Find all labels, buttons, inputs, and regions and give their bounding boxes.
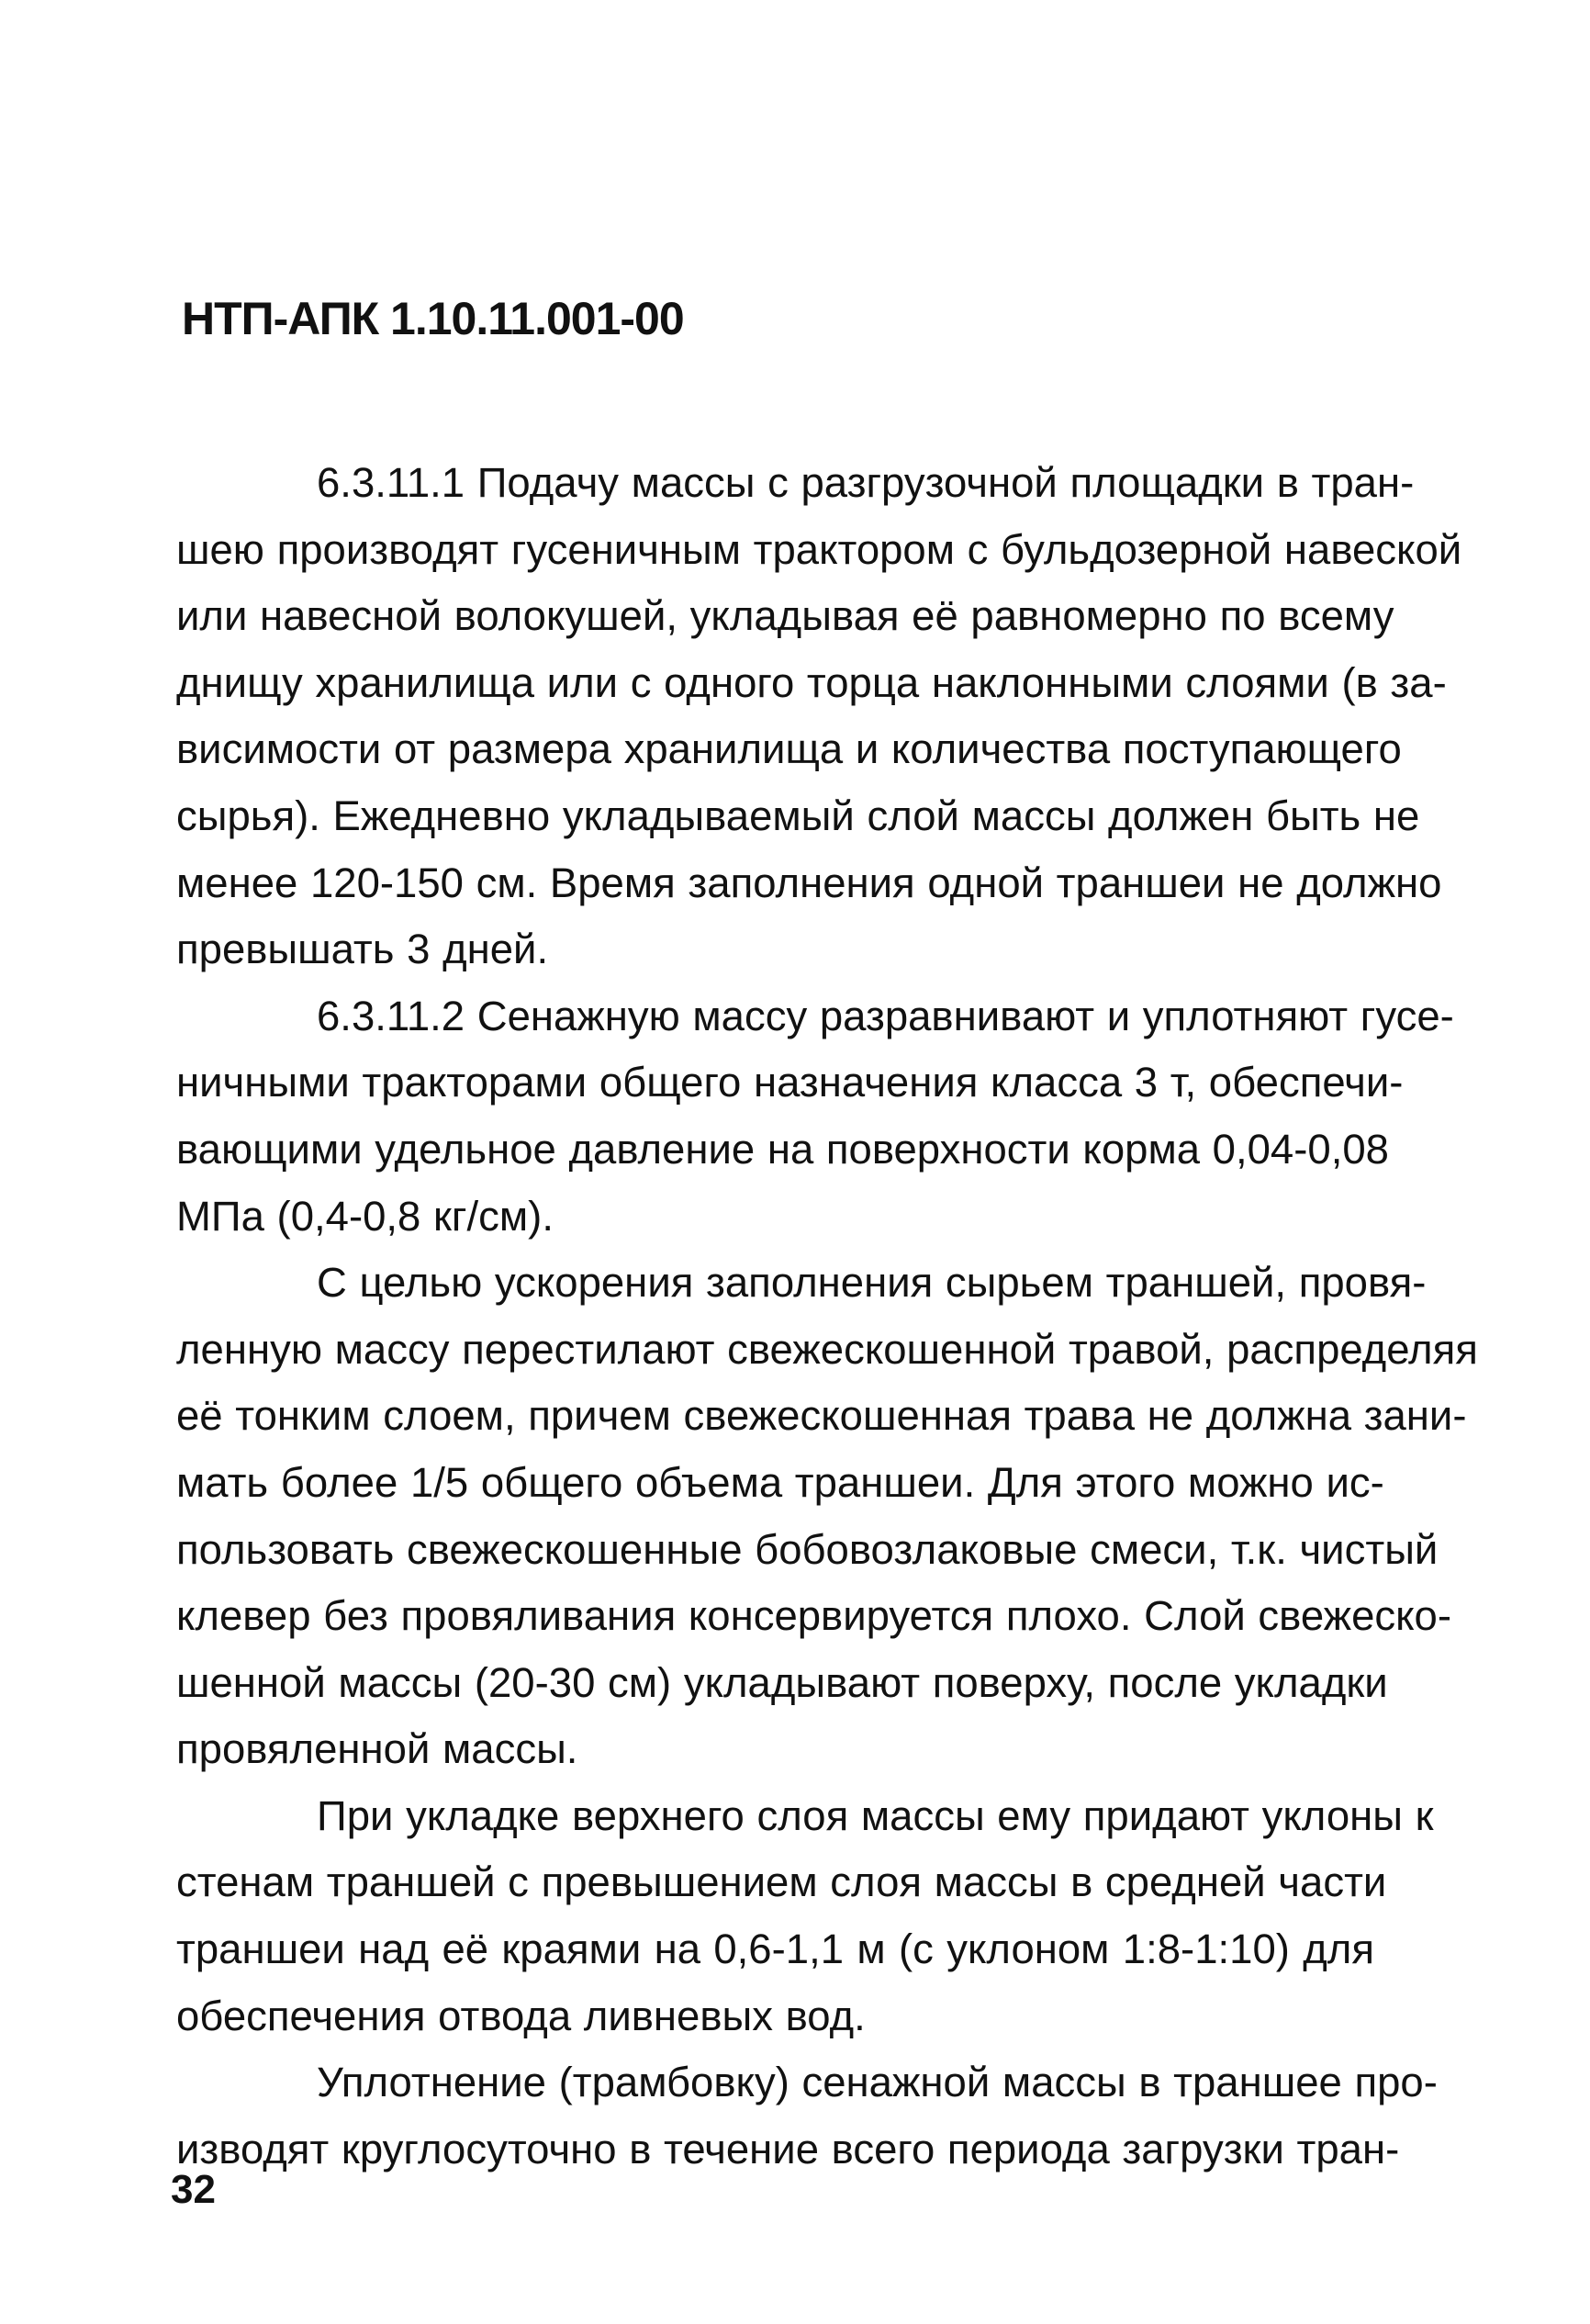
paragraph-top-layer-slopes	[176, 1783, 1434, 2049]
text-line: или навесной волокушей, укладывая её равномерно по всему	[176, 592, 1394, 640]
text-line: При укладке верхнего слоя массы ему придают уклоны к	[317, 1791, 1434, 1839]
text-line: С целью ускорения заполнения сырьем траншей, провя-	[317, 1259, 1427, 1307]
text-line: менее 120-150 см. Время заполнения одной траншеи не должно	[176, 859, 1442, 906]
text-line: ничными тракторами общего назначения класса 3 т, обеспечи-	[176, 1059, 1404, 1106]
text-line: мать более 1/5 общего объема траншеи. Для этого можно ис-	[176, 1458, 1384, 1506]
text-line: изводят круглосуточно в течение всего периода загрузки тран-	[176, 2125, 1400, 2172]
text-line: ленную массу перестилают свежескошенной травой, распределяя	[176, 1325, 1478, 1373]
text-line: клевер без провяливания консервируется плохо. Слой свежеско-	[176, 1592, 1451, 1640]
text-line: шею производят гусеничным трактором с бульдозерной навеской	[176, 525, 1462, 573]
page-number: 32	[171, 2167, 216, 2212]
document-code-header: НТП-АПК 1.10.11.001-00	[182, 293, 684, 344]
text-line: сырья). Ежедневно укладываемый слой массы должен быть не	[176, 792, 1420, 839]
paragraph-compaction	[176, 2049, 1438, 2183]
text-line: 6.3.11.2 Сенажную массу разравнивают и уплотняют гусе-	[317, 992, 1454, 1039]
text-line: вающими удельное давление на поверхности корма 0,04-0,08	[176, 1125, 1389, 1173]
text-line: Уплотнение (трамбовку) сенажной массы в траншее про-	[317, 2059, 1438, 2106]
text-line: МПа (0,4-0,8 кг/см).	[176, 1192, 554, 1240]
text-line: пользовать свежескошенные бобовозлаковые смеси, т.к. чистый	[176, 1525, 1439, 1573]
text-line: днищу хранилища или с одного торца наклонными слоями (в за-	[176, 658, 1447, 706]
paragraph-6-3-11-2	[176, 983, 1454, 1250]
text-line: висимости от размера хранилища и количества поступающего	[176, 725, 1402, 773]
text-line: шенной массы (20-30 см) укладывают поверху, после укладки	[176, 1658, 1388, 1706]
paragraph-6-3-11-1	[176, 450, 1462, 983]
text-line: 6.3.11.1 Подачу массы с разгрузочной площадки в тран-	[317, 459, 1415, 506]
paragraph-fresh-grass	[176, 1250, 1478, 1783]
text-line: обеспечения отвода ливневых вод.	[176, 1992, 866, 2039]
text-line: превышать 3 дней.	[176, 926, 549, 973]
document-body	[176, 450, 1478, 2183]
text-line: провяленной массы.	[176, 1725, 578, 1773]
text-line: траншеи над её краями на 0,6-1,1 м (с уклоном 1:8-1:10) для	[176, 1925, 1374, 1973]
text-line: стенам траншей с превышением слоя массы в средней части	[176, 1858, 1387, 1906]
text-line: её тонким слоем, причем свежескошенная трава не должна зани-	[176, 1392, 1467, 1440]
